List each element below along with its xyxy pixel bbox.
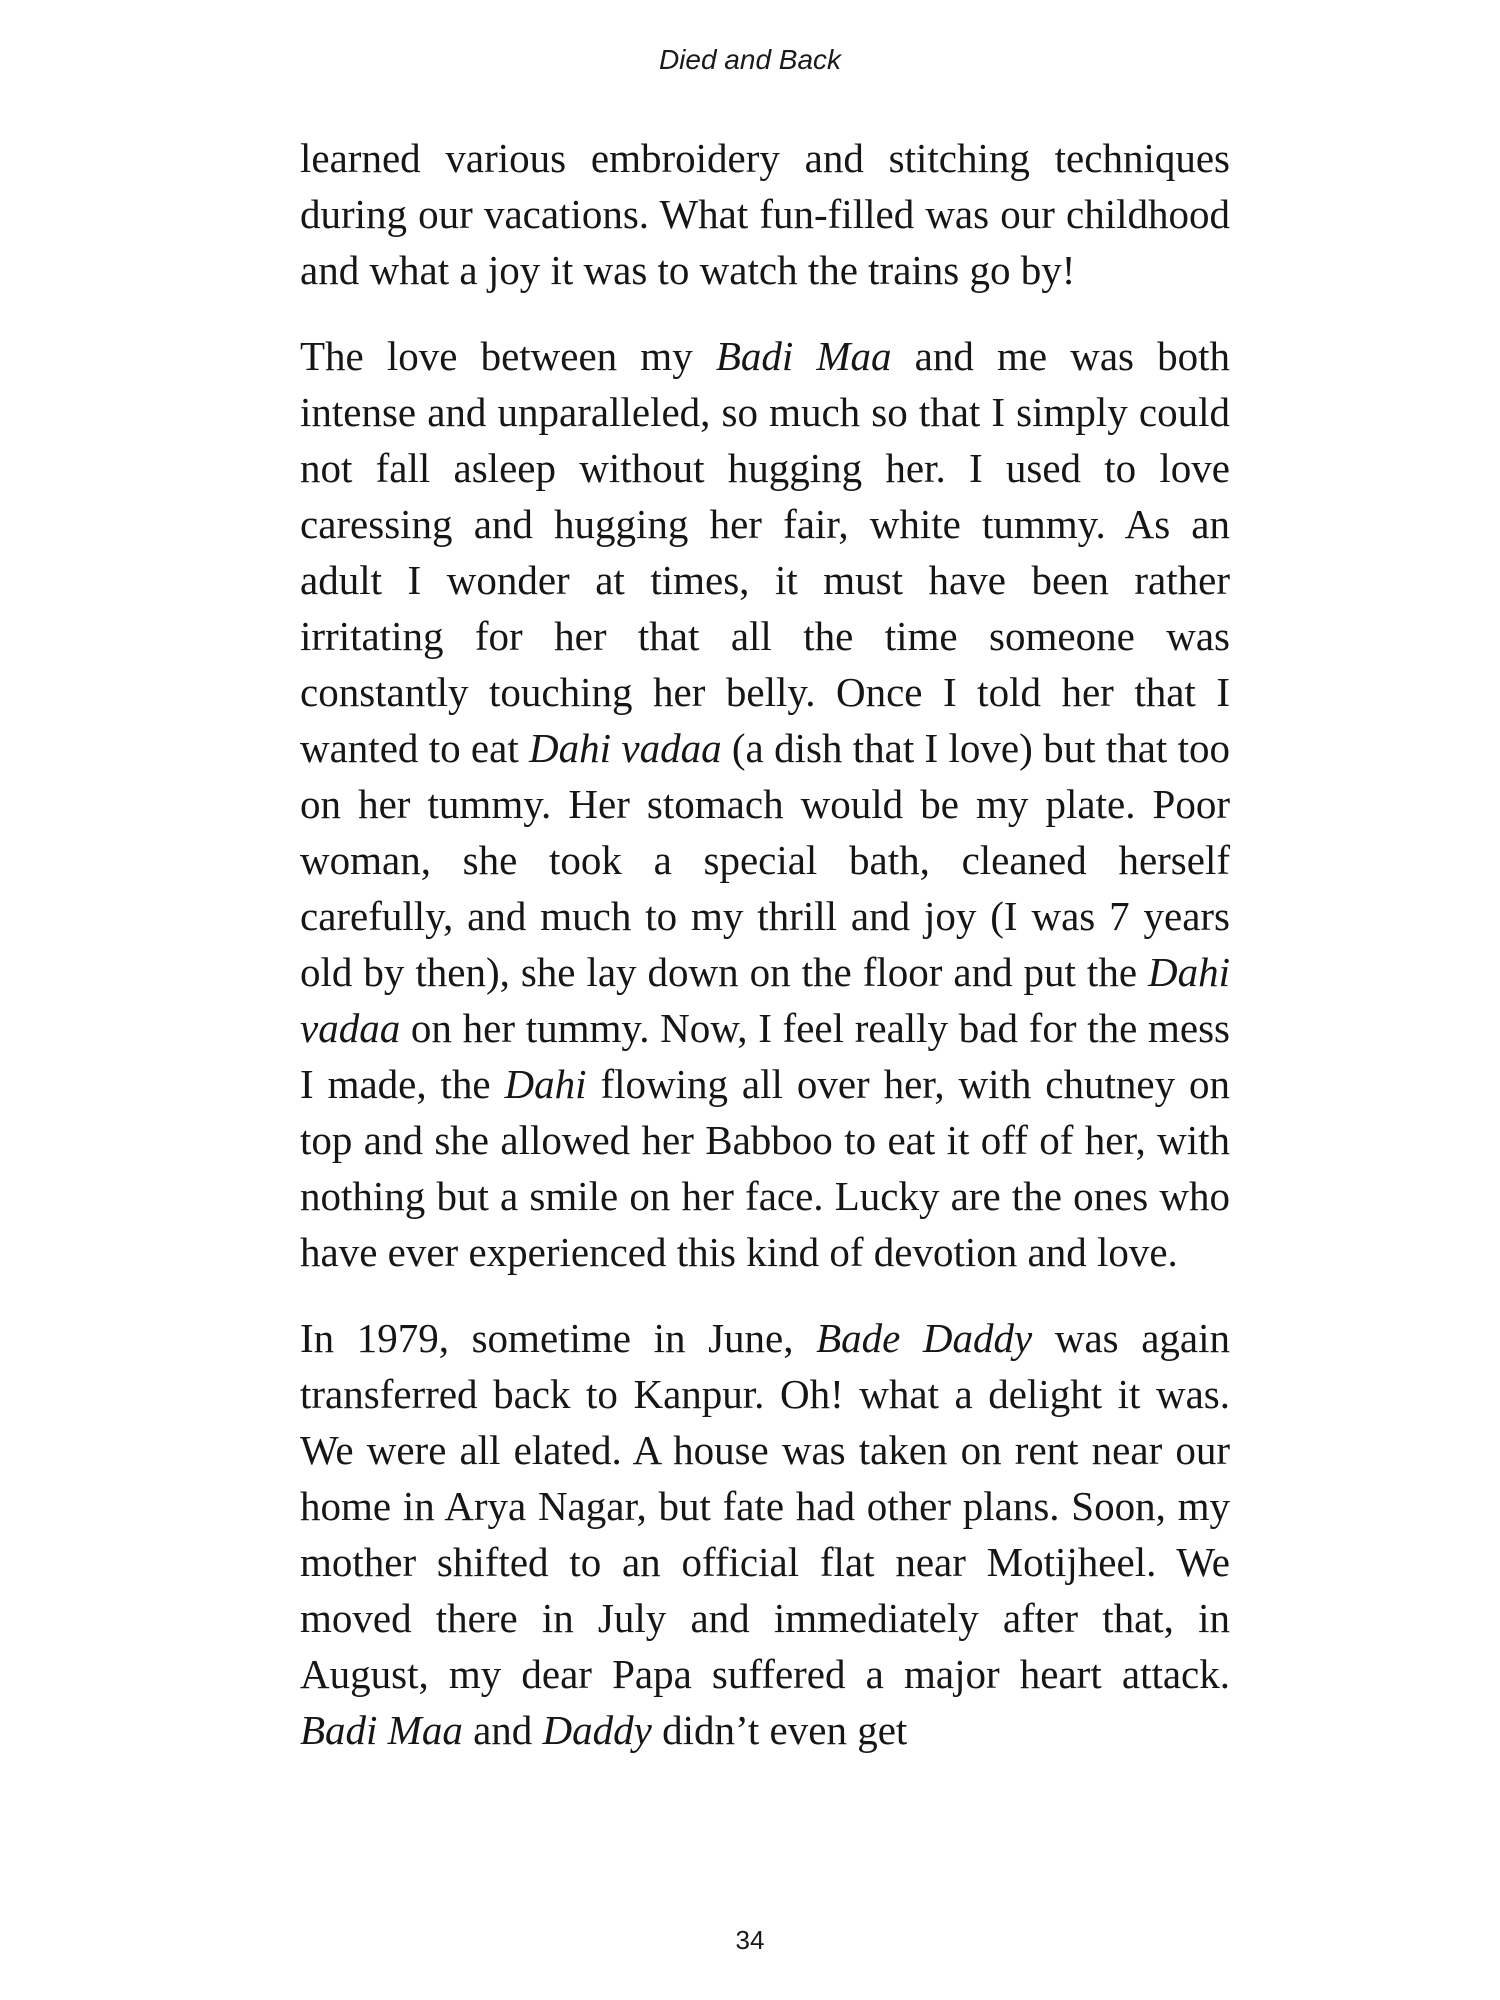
text-run: and: [462, 1707, 543, 1753]
text-run: The love between my: [300, 333, 716, 379]
text-run: (a dish that I love) but that too on her tummy. Her stomach would be my plate. Poor woman, she took a special bath, cleaned herself carefully, and much to my thrill and joy (I was 7 years old by then), she lay down on the floor and put the: [300, 725, 1230, 995]
italic-term: Badi Maa: [300, 1707, 463, 1753]
paragraph-3: [300, 1310, 1230, 1758]
italic-term: Bade Daddy: [816, 1315, 1033, 1361]
italic-term: Daddy: [542, 1707, 652, 1753]
text-run: on her tummy. Now, I feel really bad for the mess I made, the: [300, 1005, 1230, 1107]
italic-term: Dahi vadaa: [529, 725, 722, 771]
page-number: 34: [735, 1925, 765, 1955]
italic-term: Badi Maa: [715, 333, 892, 379]
italic-term: Dahi: [504, 1061, 587, 1107]
text-run: flowing all over her, with chutney on top and she allowed her Babboo to eat it off of her, with nothing but a smile on her face. Lucky are the ones who have ever experienced this kind of devotion and love.: [300, 1061, 1231, 1275]
paragraph-1: [300, 130, 1230, 298]
text-run: learned various embroidery and stitching techniques during our vacations. What fun-filled was our childhood and what a joy it was to watch the trains go by!: [300, 135, 1230, 293]
text-run: In 1979, sometime in June,: [300, 1315, 817, 1361]
text-run: didn’t even get: [651, 1707, 908, 1753]
text-run: was again transferred back to Kanpur. Oh! what a delight it was. We were all elated. A house was taken on rent near our home in Arya Nagar, but fate had other plans. Soon, my mother shifted to an official flat near Motijheel. We moved there in July and immediately after that, in August, my dear Papa suffered a major heart attack.: [300, 1315, 1230, 1697]
running-header: Died and Back: [658, 44, 842, 75]
italic-term: Dahi vadaa: [300, 949, 1230, 1051]
paragraph-2: [300, 328, 1230, 1280]
body-text: [300, 130, 1230, 1788]
text-run: and me was both intense and unparalleled, so much so that I simply could not fall asleep without hugging her. I used to love caressing and hugging her fair, white tummy. As an adult I wonder at times, it must have been rather irritating for her that all the time someone was constantly touching her belly. Once I told her that I wanted to eat: [300, 333, 1230, 771]
